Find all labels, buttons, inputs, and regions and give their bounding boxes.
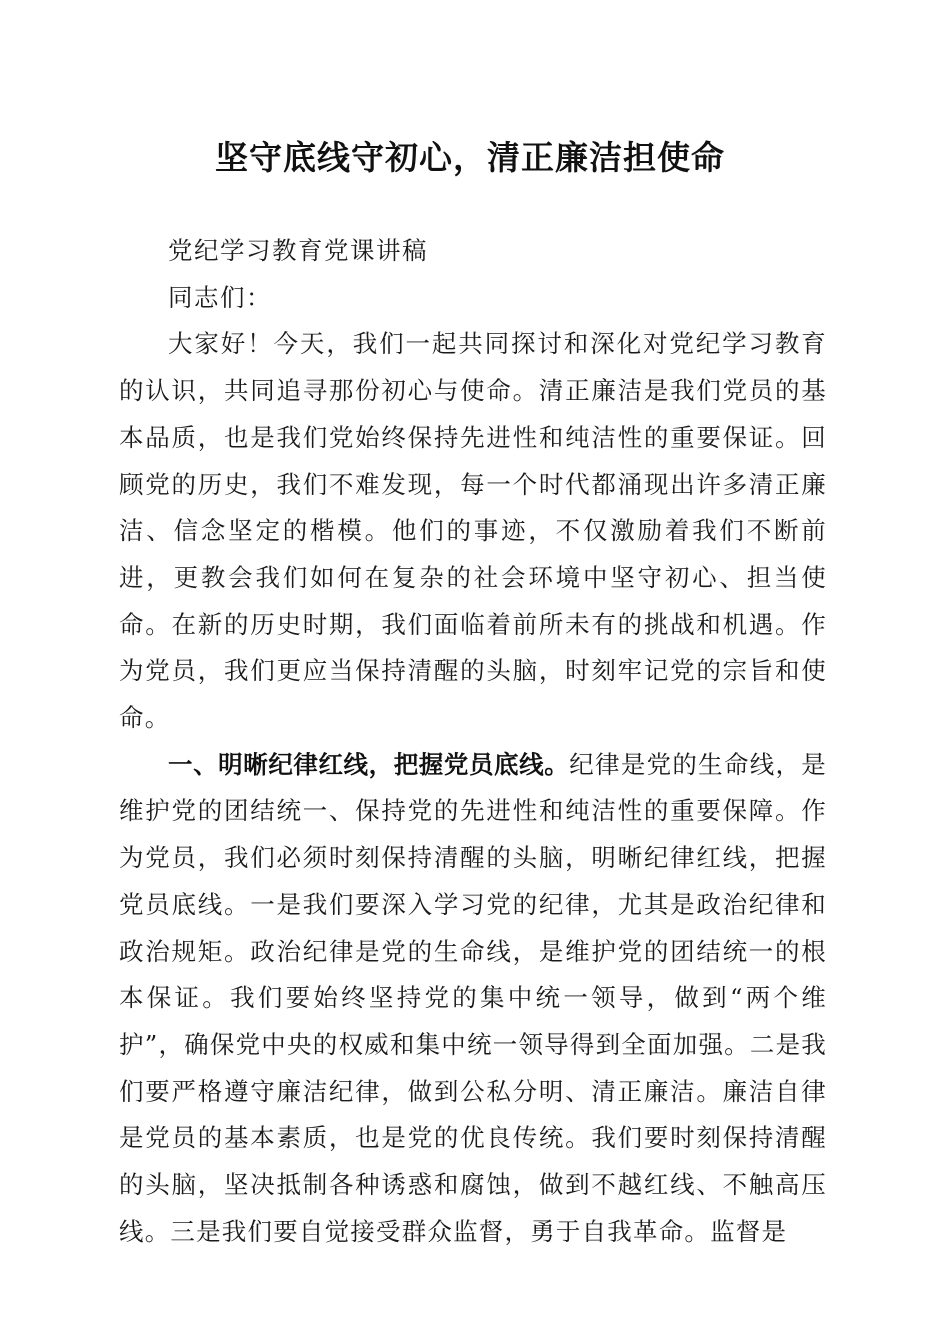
section-1-text: 纪律是党的生命线，是维护党的团结统一、保持党的先进性和纯洁性的重要保障。作为党员，我们必须时刻保持清醒的头脑，明晰纪律红线，把握党员底线。一是我们要深入学习党的纪律，尤其是政治纪律和政治规矩。政治纪律是党的生命线，是维护党的团结统一的根本保证。我们要始终坚持党的集中统一领导，做到“两个维护”，确保党中央的权威和集中统一领导得到全面加强。二是我们要严格遵守廉洁纪律，做到公私分明、清正廉洁。廉洁自律是党员的基本素质，也是党的优良传统。我们要时刻保持清醒的头脑，坚决抵制各种诱惑和腐蚀，做到不越红线、不触高压线。三是我们要自觉接受群众监督，勇于自我革命。监督是 bbox=[119, 749, 828, 1246]
intro-paragraph: 大家好！今天，我们一起共同探讨和深化对党纪学习教育的认识，共同追寻那份初心与使命。清正廉洁是我们党员的基本品质，也是我们党始终保持先进性和纯洁性的重要保证。回顾党的历史，我们不难发现，每一个时代都涌现出许多清正廉洁、信念坚定的楷模。他们的事迹，不仅激励着我们不断前进，更教会我们如何在复杂的社会环境中坚守初心、担当使命。在新的历史时期，我们面临着前所未有的挑战和机遇。作为党员，我们更应当保持清醒的头脑，时刻牢记党的宗旨和使命。 bbox=[119, 329, 827, 733]
document-title: 坚守底线守初心，清正廉洁担使命 bbox=[215, 138, 725, 177]
subtitle: 党纪学习教育党课讲稿 bbox=[168, 236, 428, 265]
document-body bbox=[119, 228, 827, 1255]
section-1-heading: 一、明晰纪律红线，把握党员底线。 bbox=[168, 749, 570, 779]
salutation: 同志们： bbox=[168, 282, 272, 312]
section-1-paragraph bbox=[119, 742, 827, 1256]
